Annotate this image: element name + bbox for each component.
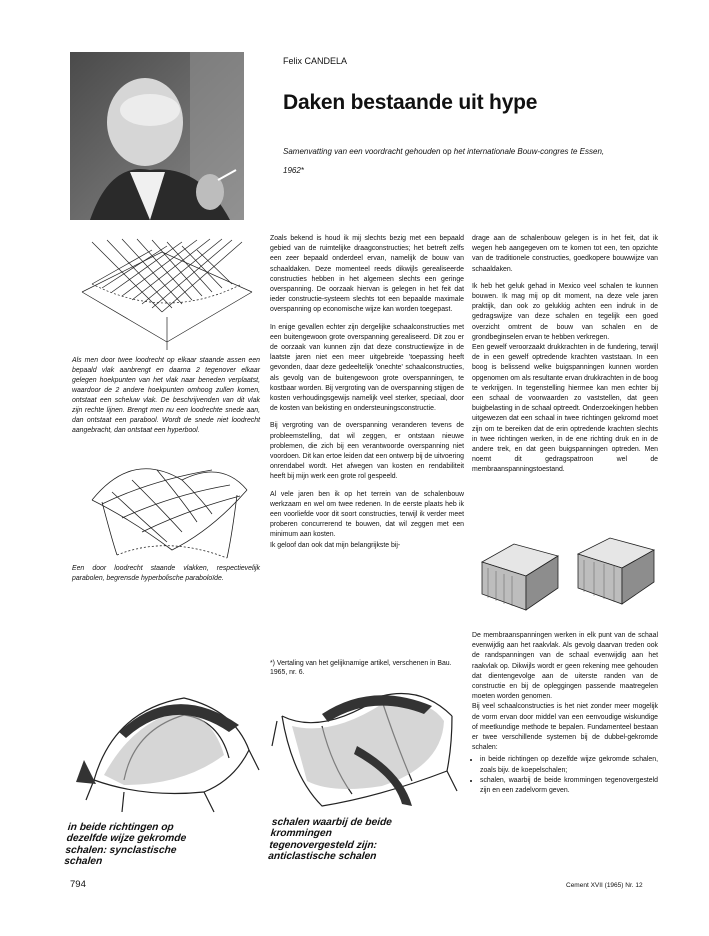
- paragraph: De membraanspanningen werken in elk punt van de schaal evenwijdig aan het raakvlak. Als gevolg daarvan treden ook de randspanningen van de schaal evenwijdig aan het raakvlak op. Dikwijls wordt er geen rekening mee gehouden dat dientengevolge aan de uiterste randen van de constructie en bij de opleggingen passende maatregelen moeten worden genomen.: [472, 632, 658, 701]
- hypar-grid-figure: [72, 232, 262, 352]
- journal-reference: Cement XVII (1965) Nr. 12: [566, 882, 643, 889]
- article-subtitle: Samenvatting van een voordracht gehouden op het internationale Bouw-congres te Essen, 1962*: [283, 147, 605, 175]
- paragraph: Een gewelf veroorzaakt drukkrachten in de fundering, terwijl de in een gewelf optredende krachten vaststaan. In een boog is belissend welke buigspanningen kunnen worden opgenomen om als resultante ervan drukkrachten in de boog te verkrijgen. In tegenstelling hiermee kan men echter bij een schaal de voorwaarden zo vaststellen, dat geen buigbelasting in de schaal optreedt. Onderzoekingen hebben uitgewezen dat een schaal in twee richtingen gekromd moet zijn om te bereiken dat de erin optredende krachten slechts in twee richtingen werken, in de ene richting druk en in de andere trek, en dat geen buigspanningen optreden. Men noemt dit gedragspatroon wel de membraanspanningstoestand.: [472, 344, 658, 474]
- text-column-3: [472, 631, 658, 796]
- synclastic-shell-figure: [64, 680, 264, 820]
- article-title: Daken bestaande uit hype: [283, 91, 538, 114]
- list-item: • in beide richtingen op dezelfde wijze gekromde schalen, zoals bijv. de koepelschalen;: [480, 755, 658, 775]
- paragraph: drage aan de schalenbouw gelegen is in het feit, dat ik wegen heb aangegeven om te komen tot een, ten opzichte van de traditionele constructies, goedkopere bouwwijze van schaaldaken.: [472, 235, 658, 273]
- hypar-surface-figure: [72, 440, 262, 562]
- anticlastic-shell-figure: [262, 676, 462, 816]
- text-column-1: [270, 234, 464, 558]
- paragraph: Bij vergroting van de overspanning veranderen tevens de probleemstelling, dat wil zeggen, er ontstaan nieuwe problemen, die zich bij een verantwoorde overspanning niet voordoen. Dit kan ertoe leiden dat een ontwerp bij de uitvoering onrendabel wordt. Het afwegen van kosten en rendabiliteit heeft bij mijn werk een grote rol gespeeld.: [270, 422, 464, 481]
- caption-paraboloid: Een door loodrecht staande vlakken, respectievelijk parabolen, begrensde hyperbolische paraboloïde.: [72, 565, 260, 582]
- shell-types-list: [472, 755, 658, 796]
- author-name: Felix CANDELA: [283, 56, 348, 66]
- page-number: 794: [70, 879, 86, 890]
- text-column-2: [472, 234, 658, 483]
- paragraph: Al vele jaren ben ik op het terrein van de schalenbouw werkzaam en wel om twee redenen. In de eerste plaats heb ik een voorliefde voor dit soort constructies, terwijl ik verder meet proberen concurrerend te bouwen, dat wil zeggen met een minimum aan kosten.: [270, 490, 464, 539]
- label-anticlastic: schalen waarbij de beide krommingen tegenovergesteld zijn: anticlastische schalen: [267, 817, 393, 863]
- paragraph: Bij veel schaalconstructies is het niet zonder meer mogelijk de vorm ervan door middel van een eenvoudige wiskundige of meetkundige methode te bepalen. Fundamenteel bestaan er twee verschillende systemen bij de dubbel-gekromde schalen:: [472, 703, 658, 752]
- shell-blocks-figure: [474, 532, 660, 620]
- caption-hyperbolic: Als men door twee loodrecht op elkaar staande assen een bepaald vlak aanbrengt en daarna 2 tegenover elkaar gelegen hoekpunten van het vlak naar beneden verplaatst, waardoor de 2 andere hoekpunten omhoog zullen komen, ontstaat een scheluw vlak. De beschrijvenden van dit vlak zijn rechte lijnen. Brengt men nu een loodrechte snede aan, dan ontstaat een parabool. Wordt de snede niet loodrecht aangebracht, dan ontstaat een hyperbool.: [72, 357, 260, 434]
- label-synclastic: in beide richtingen op dezelfde wijze gekromde schalen: synclastische schalen: [63, 822, 187, 868]
- footnote: *) Vertaling van het gelijknamige artikel, verschenen in Bau. 1965, nr. 6.: [270, 660, 452, 676]
- paragraph: In enige gevallen echter zijn dergelijke schaalconstructies met een buitengewoon grote overspanning gerealiseerd. Dit zou er de oorzaak van kunnen zijn dat deze constructiewijze in de laatste jaren niet een meer uitgebreide 'toepassing heeft gevonden, daar deze gedeeltelijk 'onechte' schaalconstructies, als gevolg van de buitengewoon grote overspanningen, te kostbaar worden. Bij vergroting van de overspanning stijgen de kosten verhoudingsgewijs namelijk veel sterker, speciaal, door de kosten van bekisting en ondersteuningsconstructie.: [270, 323, 464, 413]
- paragraph: Zoals bekend is houd ik mij slechts bezig met een bepaald gebied van de ruimtelijke draagconstructies; het betreft zelfs een zeer bepaald onderdeel ervan, namelijk de bouw van schaaldaken. Deze momenteel reeds dikwijls gerealiseerde constructies hebben in het algemeen slechts een geringe overspanning. De oorzaak hiervan is gelegen in het feit dat ieder constructie-systeem slechts tot een bepaalde maximale overspanning op economische wijze kan worden toegepast.: [270, 235, 464, 314]
- author-photo: [70, 52, 244, 220]
- paragraph: Ik geloof dan ook dat mijn belangrijkste bij-: [270, 541, 401, 549]
- list-item: • schalen, waarbij de beide krommingen tegenovergesteld zijn en een zadelvorm geven.: [480, 776, 658, 796]
- paragraph: Ik heb het geluk gehad in Mexico veel schalen te kunnen bouwen. Ik mag mij op dit moment, na deze vele jaren praktijk, dan ook zo gelukkig achten een indruk in de gedragswijze van deze schalen en tegelijk een goed overzicht omtrent de bouw van schalen en de grondbeginselen ervan te hebben verkregen.: [472, 282, 658, 341]
